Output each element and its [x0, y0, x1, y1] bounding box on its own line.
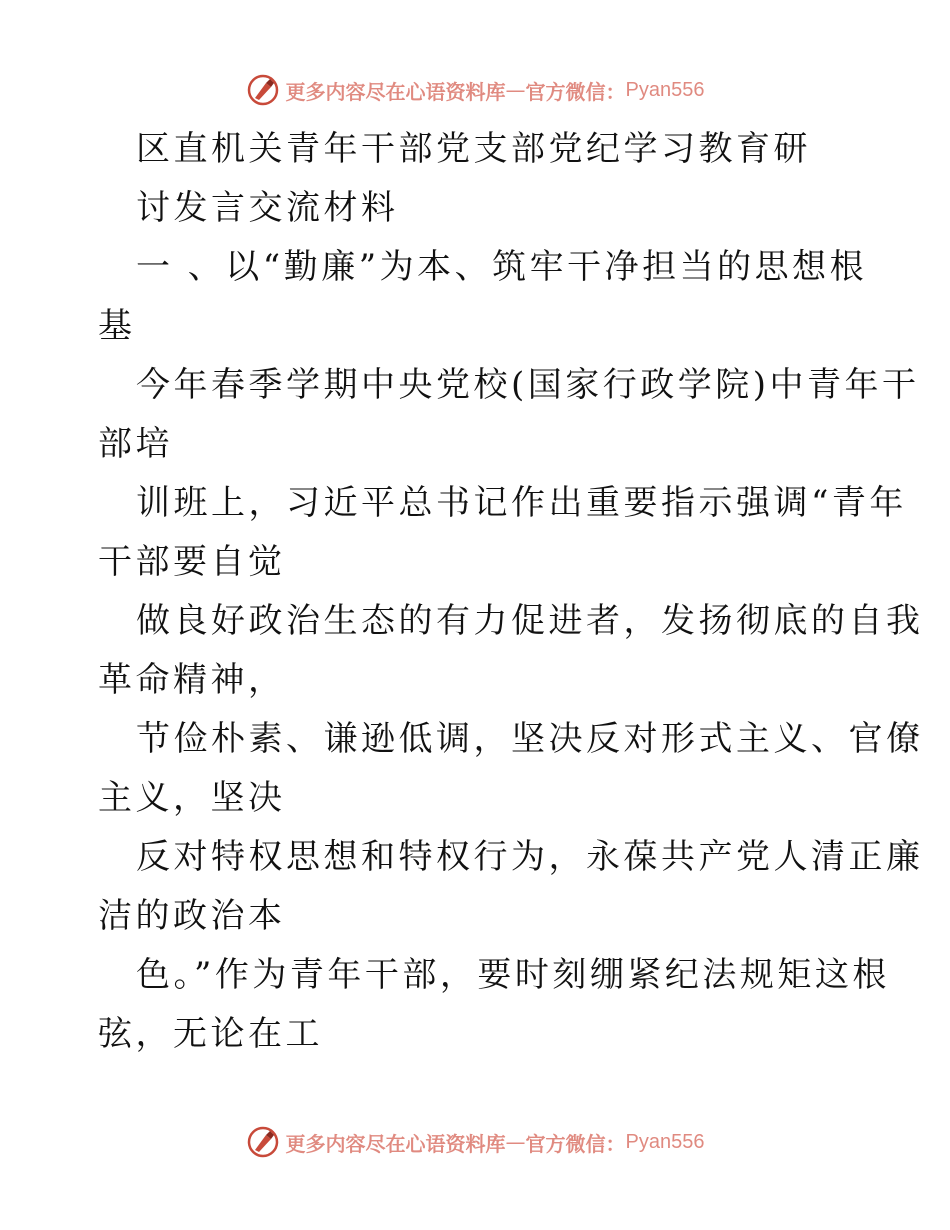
paragraph-line: 色。”作为青年干部，要时刻绷紧纪法规矩这根 [136, 955, 890, 995]
paragraph-line: 弦，无论在工 [98, 1014, 323, 1054]
watermark-wechat-label: 官方微信： [525, 79, 626, 104]
paragraph-line: 训班上，习近平总书记作出重要指示强调“青年 [136, 483, 907, 523]
watermark-text: 更多内容尽在心语资料库 [285, 1131, 506, 1156]
paragraph-line: 今年春季学期中央党校(国家行政学院)中青年干 [136, 365, 920, 405]
heading-line-1: 一 、以“勤廉”为本、筑牢干净担当的思想根 [136, 247, 868, 287]
paragraph-line: 干部要自觉 [98, 542, 286, 582]
watermark-wechat-id: Pyan556 [625, 78, 705, 101]
document-body [98, 120, 924, 1064]
paragraph-line: 部培 [98, 424, 173, 464]
title-line-1: 区直机关青年干部党支部党纪学习教育研 [136, 129, 811, 169]
watermark-wechat-id: Pyan556 [625, 1130, 705, 1153]
watermark-header [0, 70, 950, 110]
paragraph-line: 革命精神， [98, 660, 286, 700]
watermark-footer [0, 1122, 950, 1162]
paragraph-line: 节俭朴素、谦逊低调，坚决反对形式主义、官僚 [136, 719, 924, 759]
watermark-dash: — [505, 1130, 526, 1154]
title-line-2: 讨发言交流材料 [136, 188, 399, 228]
heading-line-2: 基 [98, 306, 136, 346]
paragraph-line: 主义，坚决 [98, 778, 286, 818]
pen-nib-logo-icon [246, 73, 280, 107]
paragraph-line: 反对特权思想和特权行为，永葆共产党人清正廉 [136, 837, 924, 877]
watermark-text: 更多内容尽在心语资料库 [285, 79, 506, 104]
watermark-wechat-label: 官方微信： [525, 1131, 626, 1156]
paragraph-line: 做良好政治生态的有力促进者，发扬彻底的自我 [136, 601, 924, 641]
watermark-dash: — [505, 78, 526, 102]
pen-nib-logo-icon [246, 1125, 280, 1159]
paragraph-line: 洁的政治本 [98, 896, 286, 936]
